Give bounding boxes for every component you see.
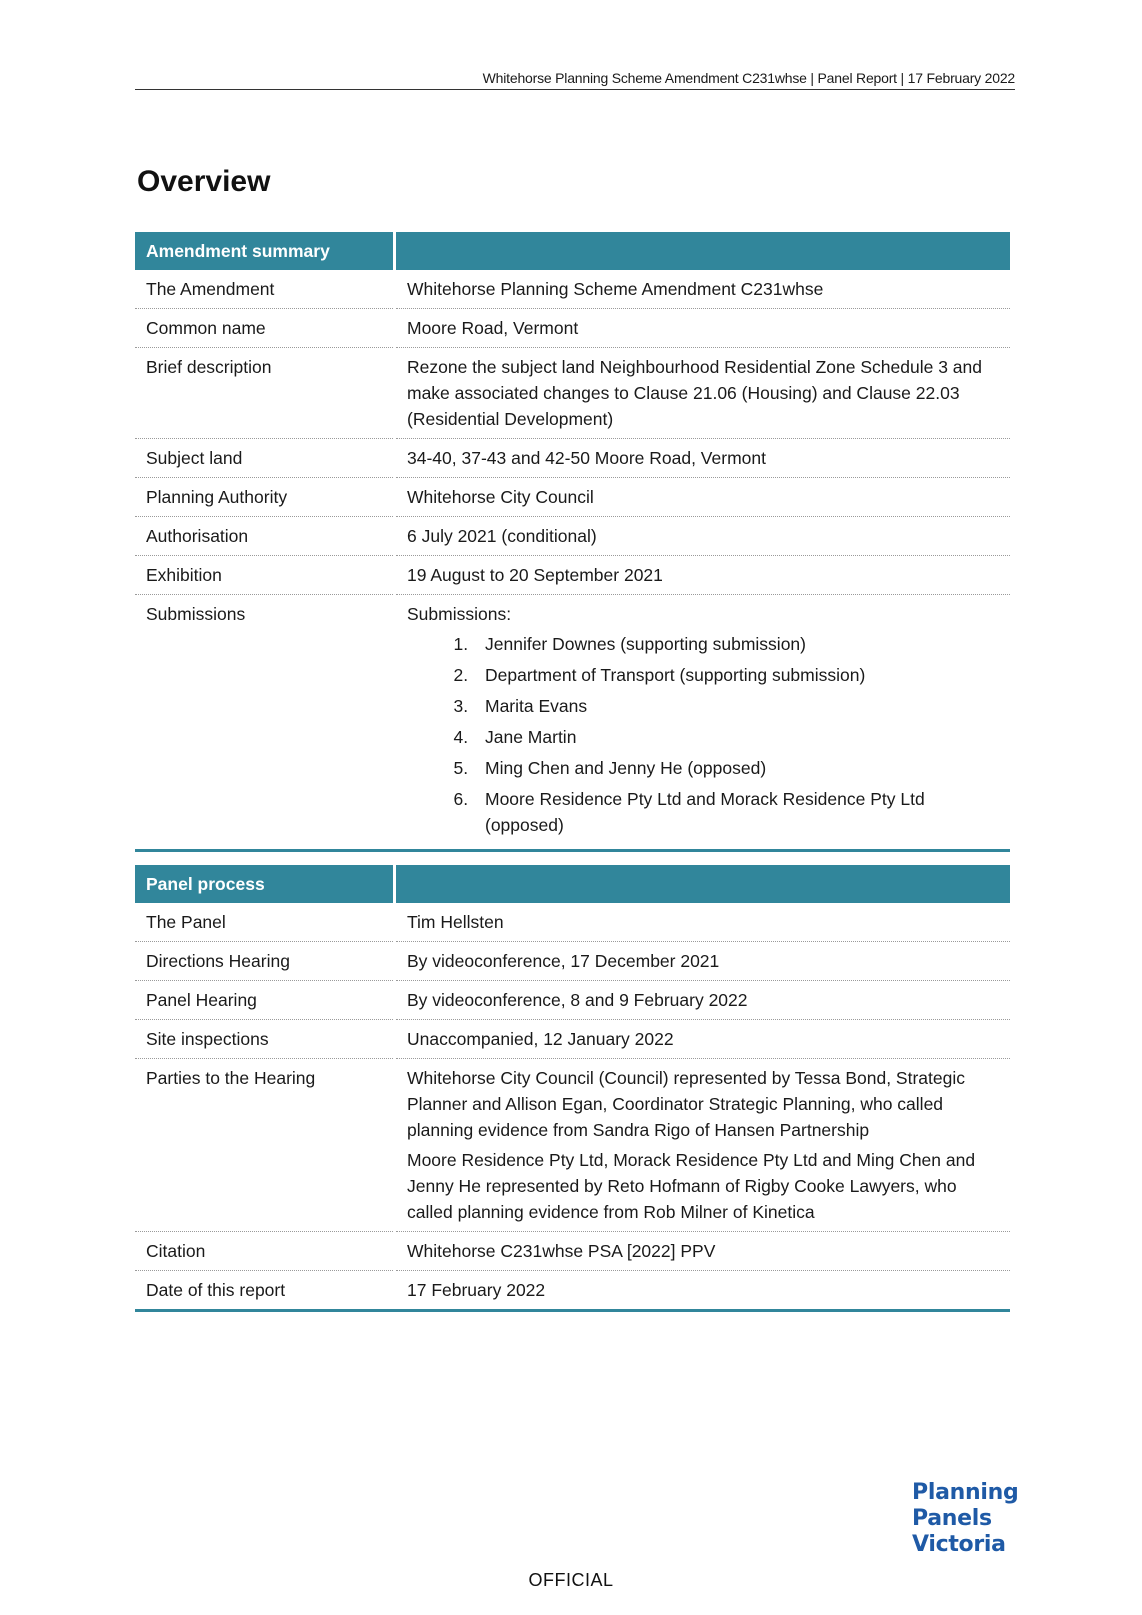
logo-line: Planning	[912, 1480, 1019, 1505]
submissions-list	[407, 631, 999, 838]
row-label: Parties to the Hearing	[135, 1059, 395, 1232]
parties-paragraph: Whitehorse City Council (Council) represented by Tessa Bond, Strategic Planner and Allison Egan, Coordinator Strategic Planning, who called planning evidence from Sandra Rigo of Hansen Partnership	[407, 1068, 965, 1140]
table-row	[135, 942, 1010, 981]
row-label: The Amendment	[135, 270, 395, 309]
footer-classification: OFFICIAL	[528, 1570, 614, 1590]
table-row	[135, 556, 1010, 595]
row-label: Site inspections	[135, 1020, 395, 1059]
table-header-row	[135, 232, 1010, 270]
amendment-summary-table	[135, 232, 1010, 852]
row-label: Citation	[135, 1232, 395, 1271]
row-value	[395, 595, 1011, 851]
parties-paragraph: Moore Residence Pty Ltd, Morack Residence Pty Ltd and Ming Chen and Jenny He represented by Reto Hofmann of Rigby Cooke Lawyers, who called planning evidence from Rob Milner of Kinetica	[407, 1150, 976, 1222]
table-row	[135, 517, 1010, 556]
list-item: 1. Jennifer Downes (supporting submission)	[473, 631, 999, 657]
table-row	[135, 309, 1010, 348]
row-value: Whitehorse Planning Scheme Amendment C231whse	[395, 270, 1011, 309]
logo-line: Panels	[912, 1506, 992, 1531]
table-heading-blank	[395, 232, 1011, 270]
row-label: Subject land	[135, 439, 395, 478]
table-heading: Panel process	[135, 865, 395, 903]
list-item: 3. Marita Evans	[473, 693, 999, 719]
row-label: Submissions	[135, 595, 395, 851]
list-item: 5. Ming Chen and Jenny He (opposed)	[473, 755, 999, 781]
row-label: Common name	[135, 309, 395, 348]
row-label: Panel Hearing	[135, 981, 395, 1020]
table-heading-blank	[395, 865, 1011, 903]
row-value: 34-40, 37-43 and 42-50 Moore Road, Vermont	[395, 439, 1011, 478]
row-value: Whitehorse C231whse PSA [2022] PPV	[395, 1232, 1011, 1271]
list-item: 2. Department of Transport (supporting submission)	[473, 662, 999, 688]
running-header: Whitehorse Planning Scheme Amendment C231whse | Panel Report | 17 February 2022	[135, 70, 1015, 90]
table-heading: Amendment summary	[135, 232, 395, 270]
row-value: Unaccompanied, 12 January 2022	[395, 1020, 1011, 1059]
row-value: Rezone the subject land Neighbourhood Residential Zone Schedule 3 and make associated changes to Clause 21.06 (Housing) and Clause 22.03 (Residential Development)	[395, 348, 1011, 439]
row-value: 17 February 2022	[395, 1271, 1011, 1311]
list-item: 4. Jane Martin	[473, 724, 999, 750]
submissions-intro: Submissions:	[407, 604, 512, 624]
row-value	[395, 1059, 1011, 1232]
row-value: 19 August to 20 September 2021	[395, 556, 1011, 595]
row-label: The Panel	[135, 903, 395, 942]
list-item: 6. Moore Residence Pty Ltd and Morack Residence Pty Ltd (opposed)	[473, 786, 999, 838]
table-row	[135, 1232, 1010, 1271]
logo-line: Victoria	[912, 1532, 1006, 1557]
panel-process-table	[135, 865, 1010, 1312]
row-label: Authorisation	[135, 517, 395, 556]
table-row	[135, 439, 1010, 478]
table-row	[135, 1271, 1010, 1311]
row-value: By videoconference, 8 and 9 February 2022	[395, 981, 1011, 1020]
row-value: Tim Hellsten	[395, 903, 1011, 942]
row-value: 6 July 2021 (conditional)	[395, 517, 1011, 556]
planning-panels-victoria-logo	[912, 1480, 1018, 1558]
row-label: Exhibition	[135, 556, 395, 595]
row-value: Moore Road, Vermont	[395, 309, 1011, 348]
page-title: Overview	[137, 165, 271, 198]
table-row-parties	[135, 1059, 1010, 1232]
table-row	[135, 348, 1010, 439]
row-label: Planning Authority	[135, 478, 395, 517]
table-row	[135, 903, 1010, 942]
table-row	[135, 478, 1010, 517]
table-row	[135, 270, 1010, 309]
row-label: Brief description	[135, 348, 395, 439]
row-label: Date of this report	[135, 1271, 395, 1311]
row-value: By videoconference, 17 December 2021	[395, 942, 1011, 981]
row-label: Directions Hearing	[135, 942, 395, 981]
table-row-submissions	[135, 595, 1010, 851]
table-row	[135, 981, 1010, 1020]
table-row	[135, 1020, 1010, 1059]
row-value: Whitehorse City Council	[395, 478, 1011, 517]
table-header-row	[135, 865, 1010, 903]
